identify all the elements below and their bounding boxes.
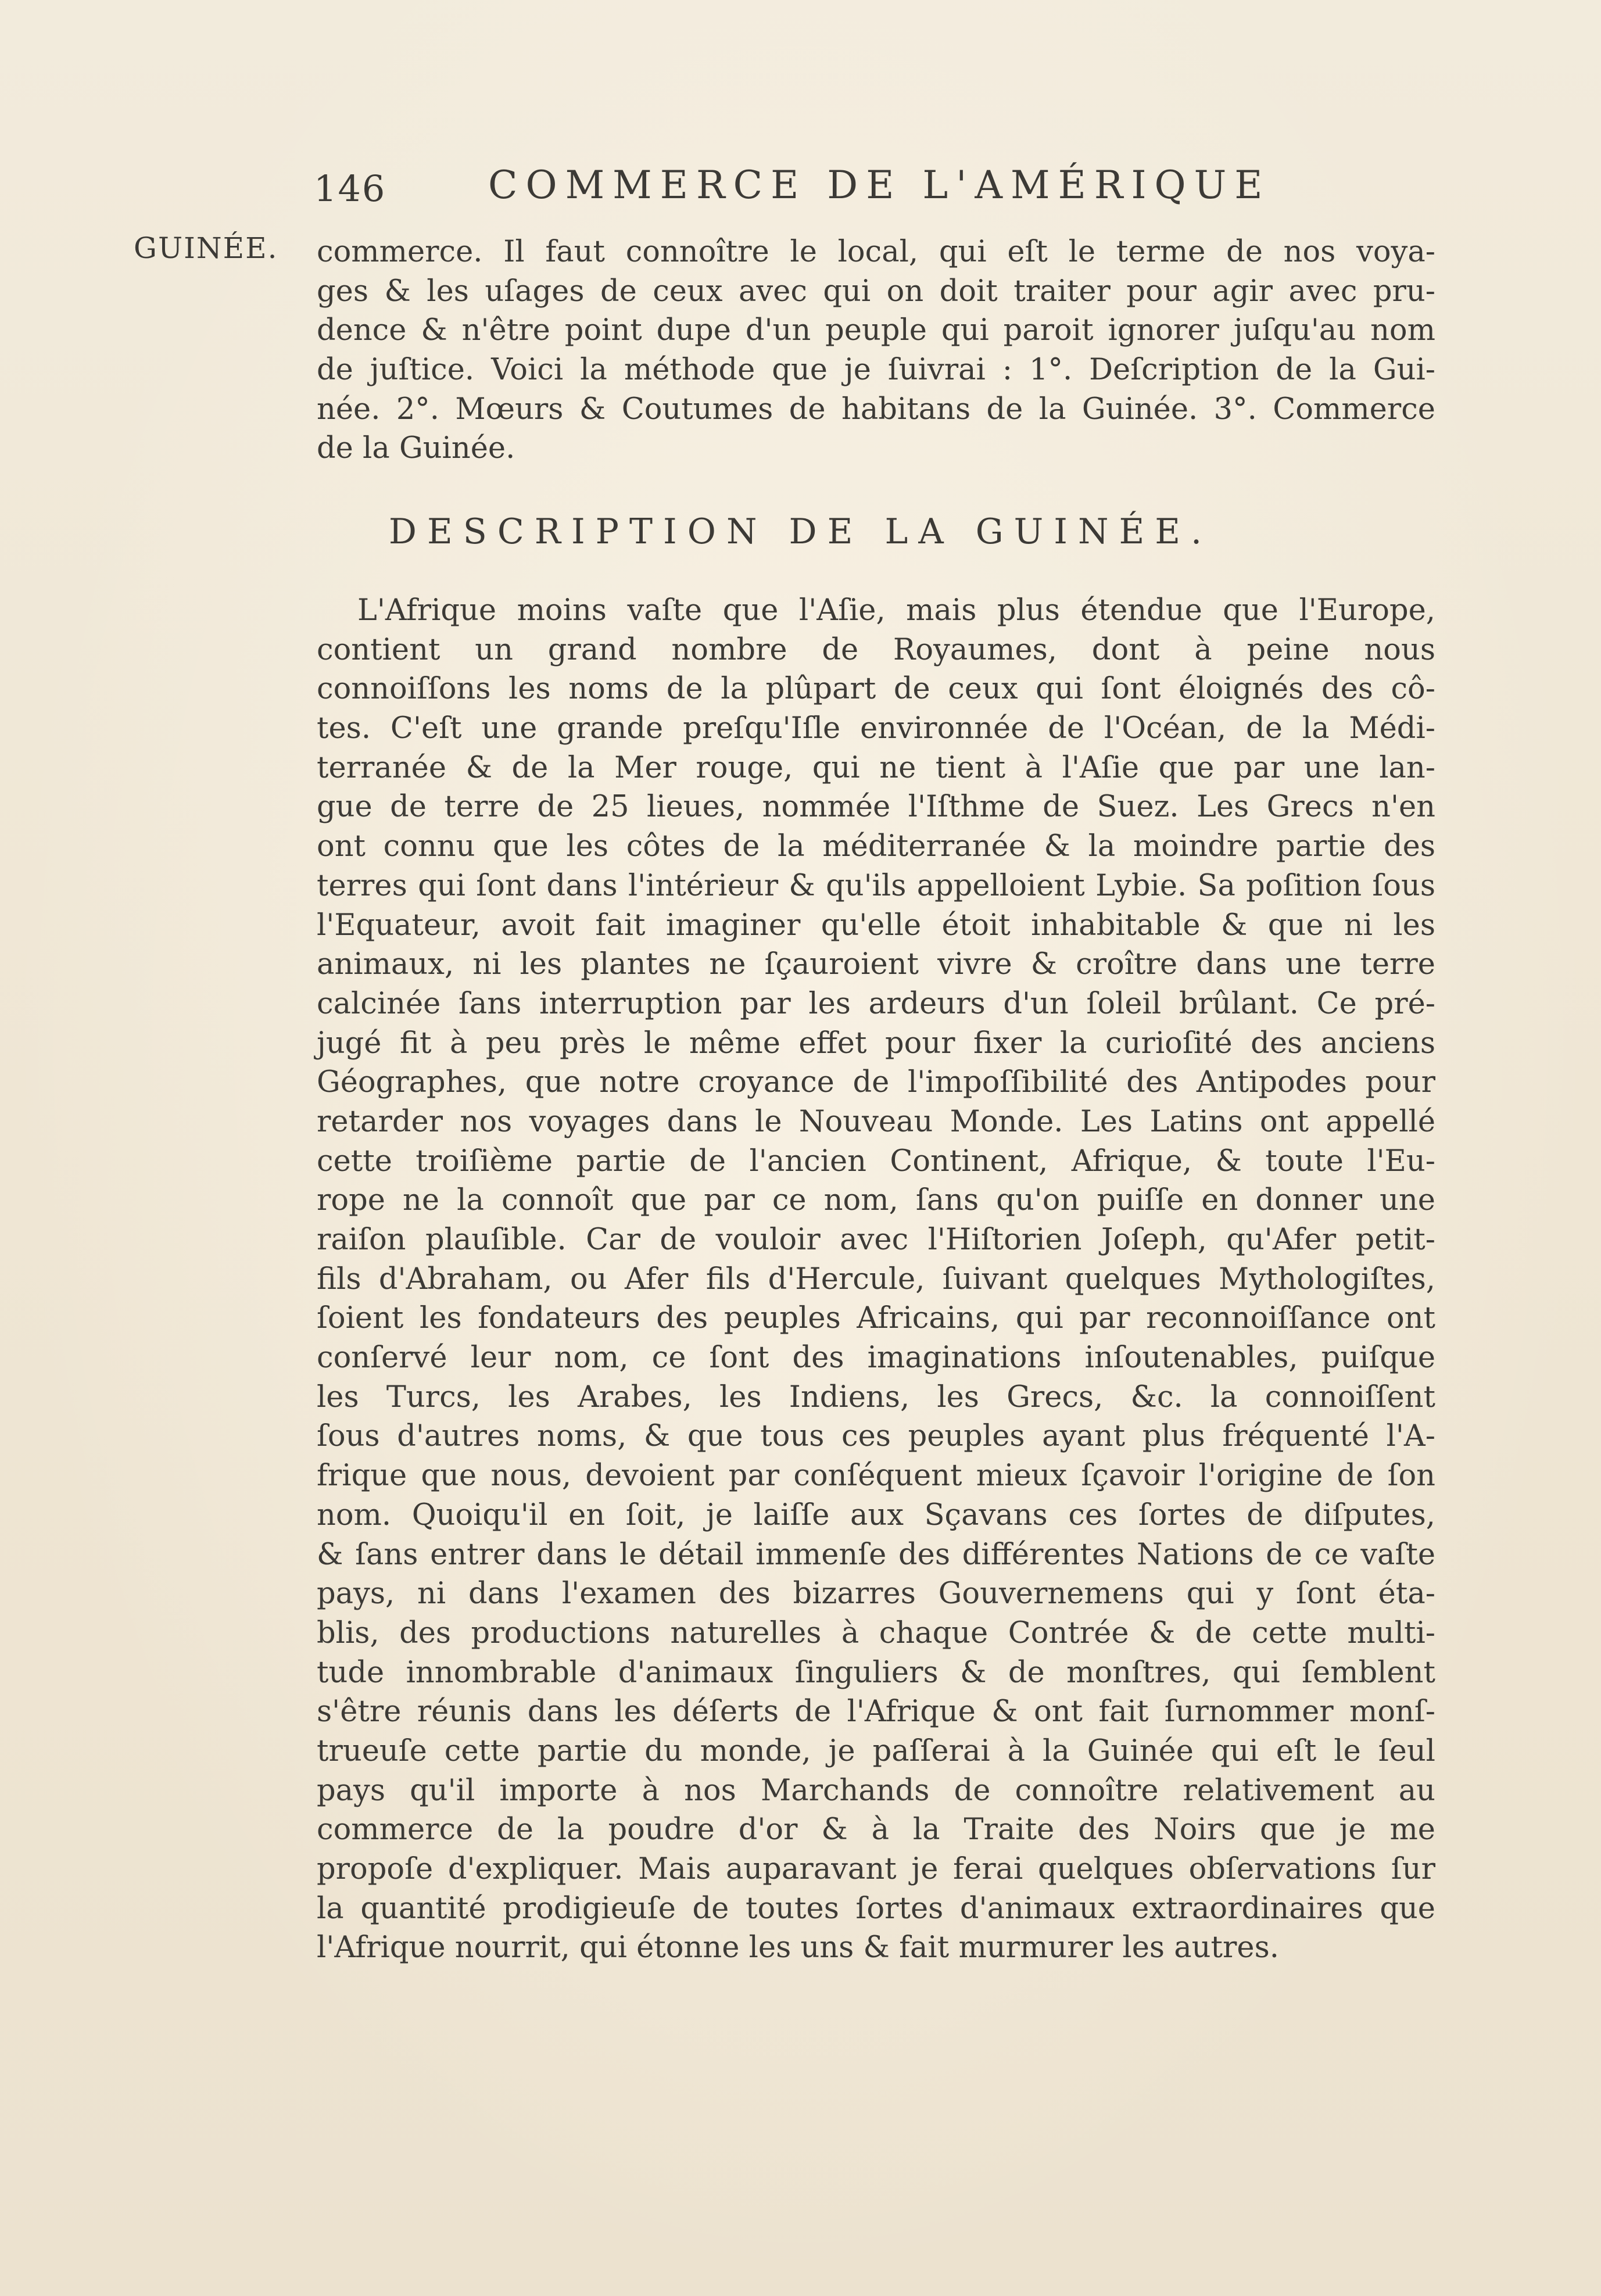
text-line: de juſtice. Voici la méthode que je ſuivrai : 1°. Deſcription de la Gui-	[317, 353, 1435, 388]
text-line: rope ne la connoît que par ce nom, ſans qu'on puiſſe en donner une	[317, 1183, 1435, 1218]
section-title: DESCRIPTION DE LA GUINÉE.	[388, 511, 1213, 552]
text-line: tes. C'eſt une grande preſqu'Iſle environnée de l'Océan, de la Médi-	[317, 711, 1435, 746]
text-line: animaux, ni les plantes ne ſçauroient vivre & croître dans une terre	[317, 947, 1435, 982]
page-number: 146	[314, 167, 386, 210]
text-line: commerce. Il faut connoître le local, qui eſt le terme de nos voya-	[317, 235, 1435, 269]
text-line: jugé fit à peu près le même effet pour fixer la curioſité des anciens	[317, 1026, 1435, 1061]
text-line: de la Guinée.	[317, 431, 515, 466]
text-line: frique que nous, devoient par conſéquent mieux ſçavoir l'origine de ſon	[317, 1459, 1435, 1493]
text-line: conſervé leur nom, ce ſont des imaginations inſoutenables, puiſque	[317, 1341, 1435, 1376]
text-line: ges & les uſages de ceux avec qui on doit traiter pour agir avec pru-	[317, 274, 1435, 309]
text-line: L'Afrique moins vaſte que l'Aſie, mais plus étendue que l'Europe,	[357, 593, 1435, 628]
text-line: fils d'Abraham, ou Afer fils d'Hercule, ſuivant quelques Mythologiſtes,	[317, 1262, 1435, 1296]
text-line: dence & n'être point dupe d'un peuple qui paroit ignorer juſqu'au nom	[317, 313, 1435, 348]
text-line: Géographes, que notre croyance de l'impoſſibilité des Antipodes pour	[317, 1065, 1435, 1100]
text-line: s'être réunis dans les déſerts de l'Afrique & ont fait ſurnommer monſ-	[317, 1695, 1435, 1729]
text-line: les Turcs, les Arabes, les Indiens, les Grecs, &c. la connoiſſent	[317, 1380, 1435, 1414]
text-line: pays, ni dans l'examen des bizarres Gouvernemens qui y ſont éta-	[317, 1577, 1435, 1611]
text-line: propoſe d'expliquer. Mais auparavant je ferai quelques obſervations ſur	[317, 1852, 1435, 1886]
text-line: la quantité prodigieuſe de toutes ſortes d'animaux extraordinaires que	[317, 1891, 1435, 1926]
text-line: ſous d'autres noms, & que tous ces peuples ayant plus fréquenté l'A-	[317, 1419, 1435, 1454]
text-line: ont connu que les côtes de la méditerranée & la moindre partie des	[317, 829, 1435, 864]
text-line: cette troiſième partie de l'ancien Continent, Afrique, & toute l'Eu-	[317, 1144, 1435, 1179]
text-line: l'Afrique nourrit, qui étonne les uns & fait murmurer les autres.	[317, 1930, 1279, 1965]
text-line: calcinée ſans interruption par les ardeurs d'un ſoleil brûlant. Ce pré-	[317, 986, 1435, 1021]
text-line: terres qui ſont dans l'intérieur & qu'ils appelloient Lybie. Sa poſition ſous	[317, 868, 1435, 903]
text-line: pays qu'il importe à nos Marchands de connoître relativement au	[317, 1773, 1435, 1808]
page-header	[314, 163, 1271, 221]
text-line: nom. Quoiqu'il en ſoit, je laiſſe aux Sçavans ces ſortes de diſputes,	[317, 1498, 1435, 1532]
text-line: gue de terre de 25 lieues, nommée l'Iſthme de Suez. Les Grecs n'en	[317, 790, 1435, 825]
text-line: trueuſe cette partie du monde, je paſſerai à la Guinée qui eſt le ſeul	[317, 1733, 1435, 1768]
text-line: commerce de la poudre d'or & à la Traite des Noirs que je me	[317, 1813, 1435, 1847]
text-line: née. 2°. Mœurs & Coutumes de habitans de la Guinée. 3°. Commerce	[317, 392, 1435, 427]
text-line: ſoient les fondateurs des peuples Africains, qui par reconnoiſſance ont	[317, 1301, 1435, 1336]
text-line: & ſans entrer dans le détail immenſe des différentes Nations de ce vaſte	[317, 1537, 1435, 1572]
text-line: retarder nos voyages dans le Nouveau Monde. Les Latins ont appellé	[317, 1104, 1435, 1139]
text-line: connoiſſons les noms de la plûpart de ceux qui ſont éloignés des cô-	[317, 672, 1435, 707]
intro-paragraph	[317, 232, 1435, 468]
text-line: contient un grand nombre de Royaumes, dont à peine nous	[317, 632, 1435, 667]
text-line: raiſon plauſible. Car de vouloir avec l'Hiſtorien Joſeph, qu'Afer petit-	[317, 1223, 1435, 1257]
text-line: l'Equateur, avoit fait imaginer qu'elle étoit inhabitable & que ni les	[317, 908, 1435, 943]
margin-note: GUINÉE.	[134, 231, 278, 265]
text-line: terranée & de la Mer rouge, qui ne tient à l'Aſie que par une lan-	[317, 750, 1435, 785]
text-line: tude innombrable d'animaux ſinguliers & de monſtres, qui ſemblent	[317, 1655, 1435, 1690]
text-line: blis, des productions naturelles à chaque Contrée & de cette multi-	[317, 1616, 1435, 1650]
running-head: COMMERCE DE L'AMÉRIQUE	[488, 163, 1271, 207]
body-paragraph	[317, 591, 1435, 1968]
